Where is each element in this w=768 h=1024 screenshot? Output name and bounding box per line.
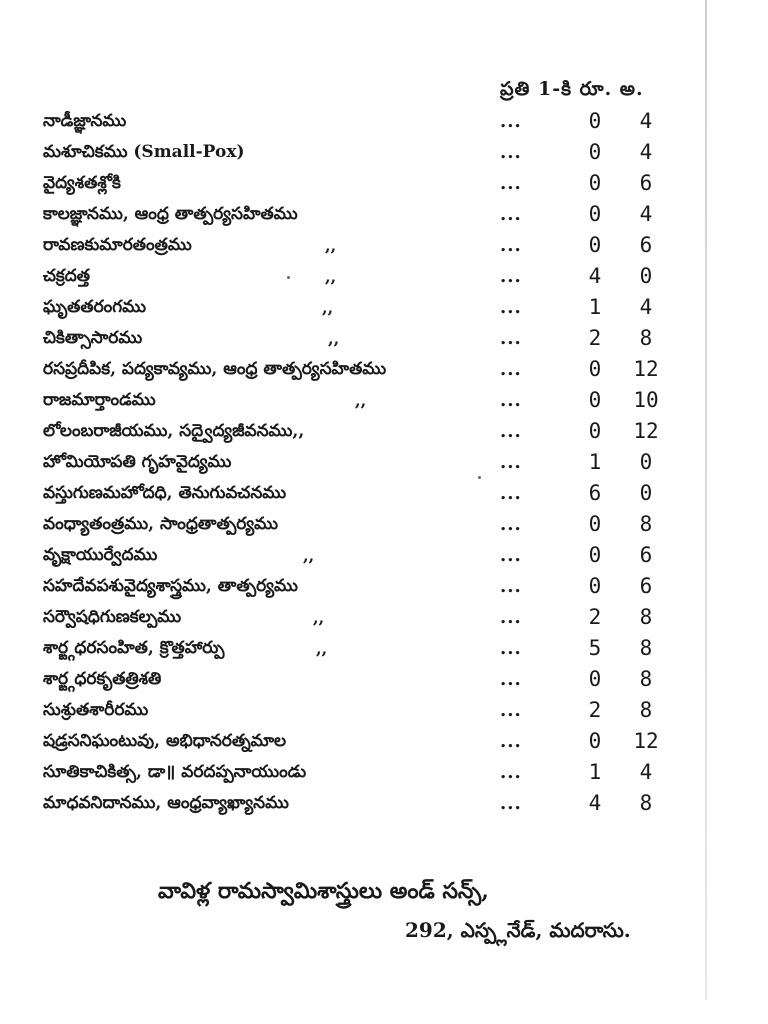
price-annas: 8: [639, 512, 653, 536]
book-price-list: [0, 108, 700, 821]
book-title: శార్ఙ్గధరకృతత్రిశతి: [43, 669, 162, 689]
price-rupees: 5: [588, 636, 602, 660]
price-annas: 8: [639, 791, 653, 815]
ditto-mark: ,,: [325, 236, 337, 255]
price-rupees: 1: [588, 450, 602, 474]
price-annas: 0: [639, 481, 653, 505]
list-item: [0, 728, 700, 759]
list-item: [0, 511, 700, 542]
leader-dots: ...: [500, 297, 522, 318]
leader-dots: ...: [500, 607, 522, 628]
price-rupees: 0: [588, 357, 602, 381]
price-annas: 6: [639, 233, 653, 257]
book-title: షడ్రసనిఘంటువు, అభిధానరత్నమాల: [43, 731, 287, 751]
price-rupees: 0: [588, 512, 602, 536]
leader-dots: ...: [500, 173, 522, 194]
price-rupees: 1: [588, 760, 602, 784]
leader-dots: ...: [500, 452, 522, 473]
list-item: [0, 108, 700, 139]
price-rupees: 2: [588, 326, 602, 350]
list-item: [0, 170, 700, 201]
price-annas: 6: [639, 574, 653, 598]
price-rupees: 0: [588, 574, 602, 598]
ditto-mark: ,,: [355, 391, 367, 410]
list-item: [0, 201, 700, 232]
price-annas: 12: [633, 729, 659, 753]
price-annas: 4: [639, 202, 653, 226]
price-annas: 4: [639, 140, 653, 164]
book-title: చక్రదత్త: [43, 266, 91, 286]
price-annas: 4: [639, 760, 653, 784]
leader-dots: ...: [500, 545, 522, 566]
list-item: [0, 604, 700, 635]
price-annas: 8: [639, 636, 653, 660]
price-annas: 0: [639, 450, 653, 474]
ditto-mark: ,,: [316, 639, 328, 658]
price-annas: 6: [639, 171, 653, 195]
list-item: [0, 697, 700, 728]
price-rupees: 0: [588, 140, 602, 164]
ditto-mark: ,,: [325, 267, 337, 286]
publisher-address: 292, ఎస్ప్లనేడ్, మదరాసు.: [405, 918, 631, 942]
leader-dots: ...: [500, 576, 522, 597]
leader-dots: ...: [500, 638, 522, 659]
book-title: సూతికాచికిత్స, డా॥ వరదప్పనాయుండు: [43, 762, 307, 782]
list-item: [0, 387, 700, 418]
print-speck: [478, 476, 481, 479]
leader-dots: ...: [500, 669, 522, 690]
price-rupees: 0: [588, 729, 602, 753]
leader-dots: ...: [500, 731, 522, 752]
price-annas: 8: [639, 326, 653, 350]
price-annas: 8: [639, 698, 653, 722]
price-annas: 8: [639, 667, 653, 691]
leader-dots: ...: [500, 204, 522, 225]
book-title: సుశ్రుతశారీరము: [43, 700, 149, 720]
list-item: [0, 666, 700, 697]
list-item: [0, 790, 700, 821]
book-title: వంధ్యాతంత్రము, సాంధ్రతాత్పర్యము: [43, 514, 278, 534]
price-column-header: ప్రతి 1-కి రూ. అ.: [500, 78, 644, 100]
book-title: ఘృతతరంగము: [43, 297, 147, 317]
book-title: నాడీజ్ఞానము: [43, 111, 127, 131]
list-item: [0, 573, 700, 604]
leader-dots: ...: [500, 142, 522, 163]
list-item: [0, 759, 700, 790]
leader-dots: ...: [500, 266, 522, 287]
price-annas: 8: [639, 605, 653, 629]
leader-dots: ...: [500, 328, 522, 349]
price-rupees: 4: [588, 264, 602, 288]
price-annas: 12: [633, 357, 659, 381]
price-rupees: 0: [588, 388, 602, 412]
list-item: [0, 480, 700, 511]
price-rupees: 1: [588, 295, 602, 319]
list-item: [0, 294, 700, 325]
book-title: లోలంబరాజీయము, సద్వైద్యజీవనము,,: [43, 421, 305, 441]
leader-dots: ...: [500, 235, 522, 256]
leader-dots: ...: [500, 700, 522, 721]
list-item: [0, 232, 700, 263]
list-item: [0, 449, 700, 480]
book-title: రసప్రదీపిక, పద్యకావ్యము, ఆంధ్ర తాత్పర్యసహితము: [43, 359, 387, 379]
leader-dots: ...: [500, 514, 522, 535]
list-item: [0, 139, 700, 170]
price-rupees: 2: [588, 698, 602, 722]
list-item: [0, 325, 700, 356]
book-title: వృక్షాయుర్వేదము: [43, 545, 158, 565]
print-speck: [287, 276, 290, 279]
price-rupees: 0: [588, 171, 602, 195]
list-item: [0, 542, 700, 573]
price-rupees: 0: [588, 543, 602, 567]
book-title: సర్వౌషధిగుణకల్పము: [43, 607, 182, 627]
book-title: హోమియోపతి గృహవైద్యము: [43, 452, 232, 472]
book-title: మాధవనిదానము, ఆంధ్రవ్యాఖ్యానము: [43, 793, 289, 813]
list-item: [0, 418, 700, 449]
price-rupees: 0: [588, 667, 602, 691]
price-annas: 0: [639, 264, 653, 288]
leader-dots: ...: [500, 762, 522, 783]
book-title: మశూచికము (Small-Pox): [43, 142, 245, 162]
leader-dots: ...: [500, 483, 522, 504]
ditto-mark: ,,: [303, 546, 315, 565]
book-title: వైద్యశతశ్లోకి: [43, 173, 121, 193]
page-edge-shadow: [705, 0, 707, 1000]
leader-dots: ...: [500, 359, 522, 380]
ditto-mark: ,,: [328, 329, 340, 348]
book-title: వస్తుగుణమహోదధి, తెనుగువచనము: [43, 483, 287, 503]
price-rupees: 0: [588, 202, 602, 226]
price-rupees: 0: [588, 109, 602, 133]
price-rupees: 0: [588, 419, 602, 443]
ditto-mark: ,,: [313, 608, 325, 627]
price-rupees: 4: [588, 791, 602, 815]
book-title: రాజమార్తాండము: [43, 390, 156, 410]
publisher-name: వావిళ్ల రామస్వామిశాస్త్రులు అండ్ సన్స్,: [158, 878, 489, 904]
price-annas: 6: [639, 543, 653, 567]
price-annas: 4: [639, 109, 653, 133]
book-title: కాలజ్ఞానము, ఆంధ్ర తాత్పర్యసహితము: [43, 204, 298, 224]
leader-dots: ...: [500, 111, 522, 132]
ditto-mark: ,,: [322, 298, 334, 317]
price-annas: 4: [639, 295, 653, 319]
book-title: రావణకుమారతంత్రము: [43, 235, 192, 255]
price-annas: 10: [633, 388, 659, 412]
list-item: [0, 635, 700, 666]
leader-dots: ...: [500, 390, 522, 411]
price-rupees: 0: [588, 233, 602, 257]
price-rupees: 6: [588, 481, 602, 505]
book-title: సహదేవపశువైద్యశాస్త్రము, తాత్పర్యము: [43, 576, 298, 596]
list-item: [0, 263, 700, 294]
list-item: [0, 356, 700, 387]
price-annas: 12: [633, 419, 659, 443]
book-title: చికిత్సాసారము: [43, 328, 143, 348]
book-title: శార్ఙ్గధరసంహిత, క్రొత్తహార్పు: [43, 638, 225, 658]
leader-dots: ...: [500, 793, 522, 814]
leader-dots: ...: [500, 421, 522, 442]
price-rupees: 2: [588, 605, 602, 629]
